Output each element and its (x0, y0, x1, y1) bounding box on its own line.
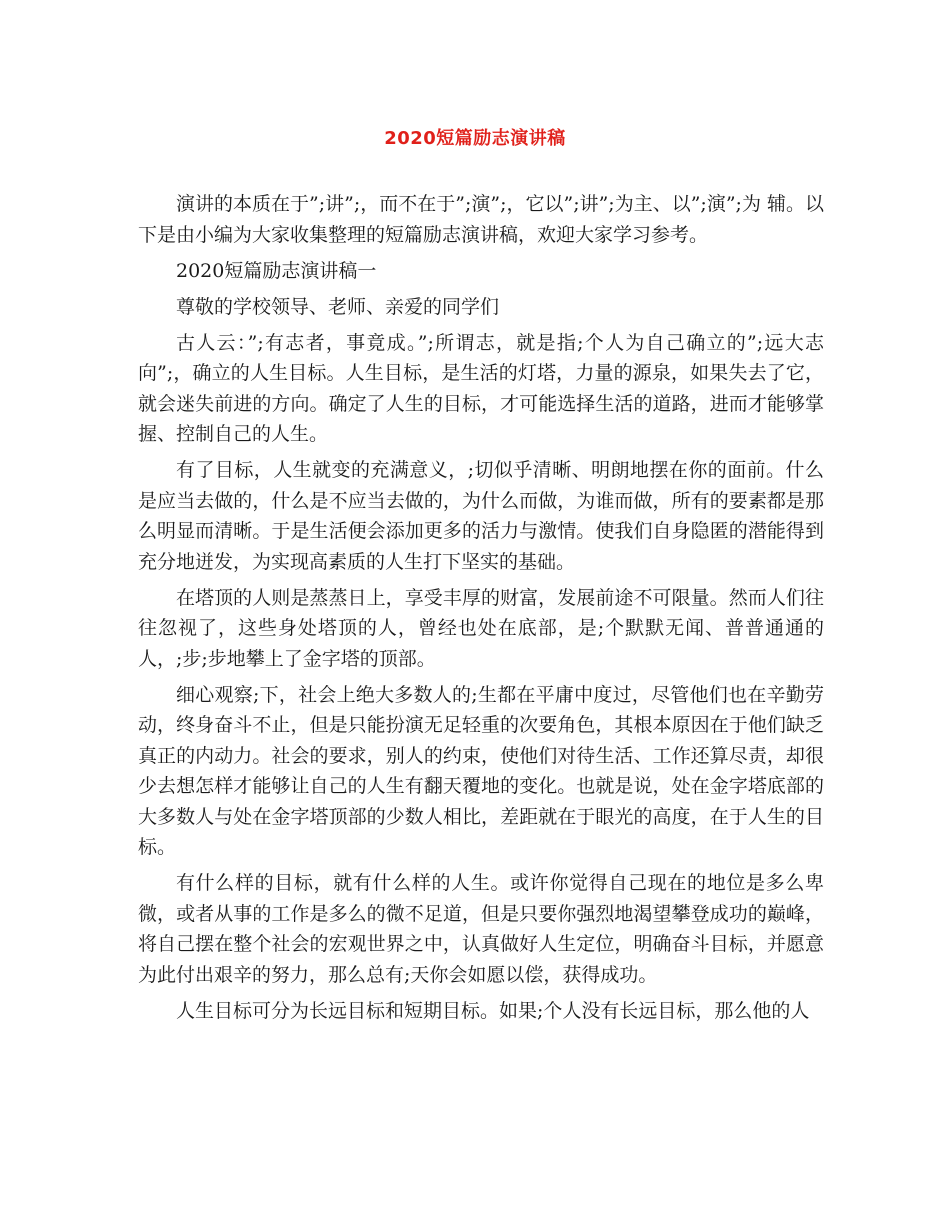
paragraph-intro: 演讲的本质在于”;讲”;，而不在于”;演”;，它以”;讲”;为主、以”;演”;为 辅。以下是由小编为大家收集整理的短篇励志演讲稿，欢迎大家学习参考。 (138, 193, 824, 246)
paragraph: 细心观察;下，社会上绝大多数人的;生都在平庸中度过，尽管他们也在辛勤劳动，终身奋斗不止，但是只能扮演无足轻重的次要角色，其根本原因在于他们缺乏真正的内动力。社会的要求，别人的约束，使他们对待生活、工作还算尽责，却很少去想怎样才能够让自己的人生有翻天覆地的变化。也就是说，处在金字塔底部的大多数人与处在金字塔顶部的少数人相比，差距就在于眼光的高度，在于人生的目标。 (138, 683, 824, 858)
paragraph: 有什么样的目标，就有什么样的人生。或许你觉得自己现在的地位是多么卑微，或者从事的工作是多么的微不足道，但是只要你强烈地渴望攀登成功的巅峰，将自己摆在整个社会的宏观世界之中，认真做好人生定位，明确奋斗目标，并愿意为此付出艰辛的努力，那么总有;天你会如愿以偿，获得成功。 (138, 872, 824, 986)
paragraph: 在塔顶的人则是蒸蒸日上，享受丰厚的财富，发展前途不可限量。然而人们往往忽视了，这些身处塔顶的人，曾经也处在底部，是;个默默无闻、普普通通的人，;步;步地攀上了金字塔的顶部。 (138, 586, 824, 670)
document-body (138, 189, 824, 1032)
section-heading: 2020短篇励志演讲稿一 (176, 259, 377, 282)
paragraph: 古人云：”;有志者，事竟成。”;所谓志，就是指;个人为自己确立的”;远大志向”;，确立的人生目标。人生目标，是生活的灯塔，力量的源泉，如果失去了它，就会迷失前进的方向。确定了人生的目标，才可能选择生活的道路，进而才能够掌握、控制自己的人生。 (138, 331, 824, 445)
document-title: 2020短篇励志演讲稿 (384, 128, 566, 149)
paragraph: 人生目标可分为长远目标和短期目标。如果;个人没有长远目标，那么他的人 (176, 999, 810, 1022)
salutation: 尊敬的学校领导、老师、亲爱的同学们 (176, 295, 500, 318)
paragraph: 有了目标，人生就变的充满意义，;切似乎清晰、明朗地摆在你的面前。什么是应当去做的，什么是不应当去做的，为什么而做，为谁而做，所有的要素都是那么明显而清晰。于是生活便会添加更多的活力与激情。使我们自身隐匿的潜能得到充分地迸发，为实现高素质的人生打下坚实的基础。 (138, 459, 824, 573)
